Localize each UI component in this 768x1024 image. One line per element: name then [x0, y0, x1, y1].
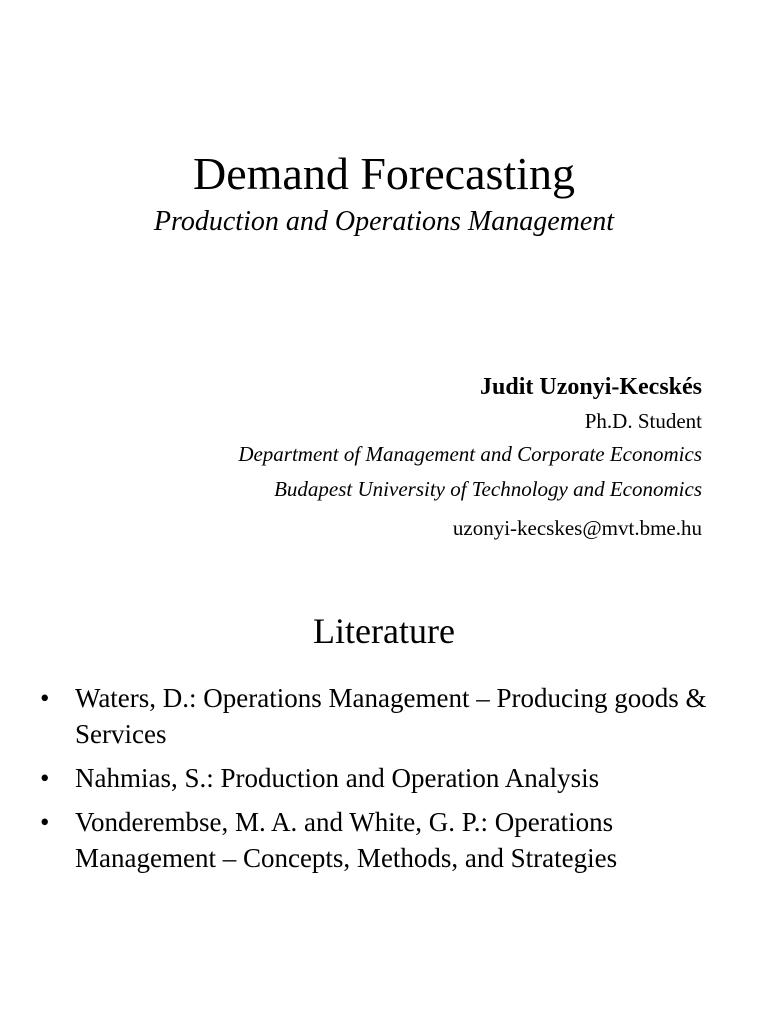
literature-item: [40, 804, 720, 876]
literature-list: [40, 680, 720, 884]
page-subtitle: Production and Operations Management: [153, 206, 615, 237]
author-email: uzonyi-kecskes@mvt.bme.hu: [452, 516, 702, 540]
literature-item: [40, 760, 720, 796]
literature-item-text: Nahmias, S.: Production and Operation Analysis: [75, 763, 600, 793]
author-block: [238, 370, 702, 544]
author-role: Ph.D. Student: [584, 409, 702, 433]
literature-heading: Literature: [313, 611, 455, 651]
literature-item: [40, 680, 720, 752]
bullet-icon: •: [40, 807, 50, 837]
literature-item-text: Vonderembse, M. A. and White, G. P.: Operations Management – Concepts, Methods, and Strategies: [75, 807, 618, 873]
author-university: Budapest University of Technology and Economics: [274, 477, 702, 501]
bullet-icon: •: [40, 763, 50, 793]
literature-item-text: Waters, D.: Operations Management – Producing goods & Services: [75, 683, 707, 749]
author-name: Judit Uzonyi-Kecskés: [480, 374, 702, 400]
page-title: Demand Forecasting: [193, 148, 575, 199]
bullet-icon: •: [40, 683, 50, 713]
author-department: Department of Management and Corporate Economics: [238, 442, 702, 466]
